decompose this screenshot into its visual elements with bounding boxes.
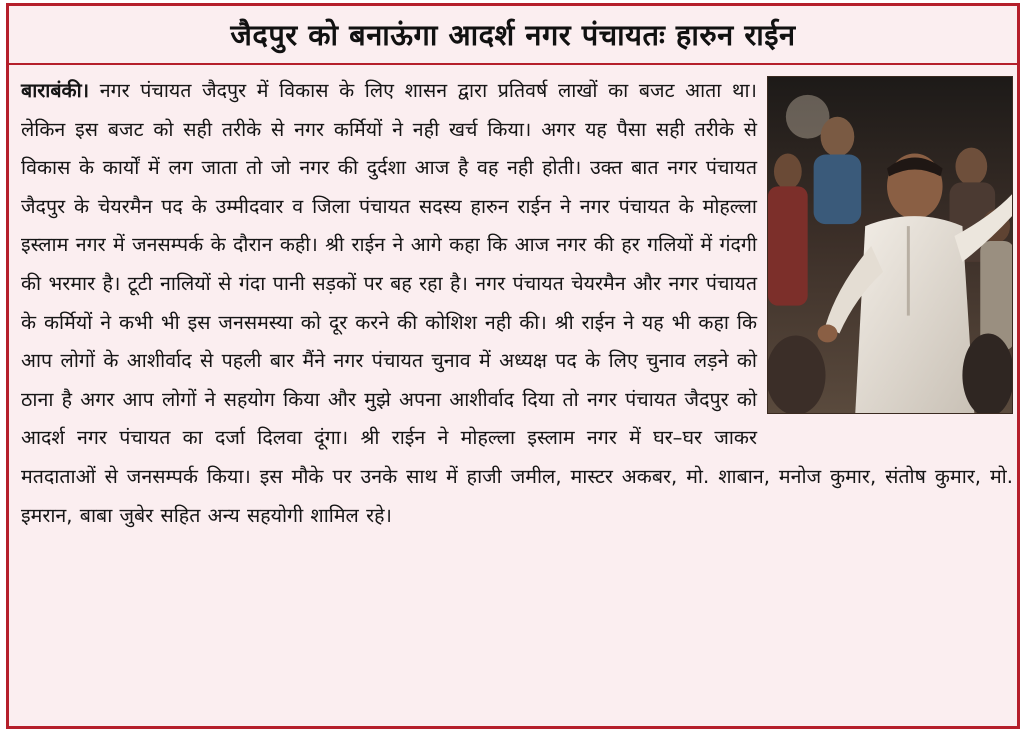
article-photo bbox=[767, 76, 1013, 414]
headline-rule bbox=[9, 63, 1017, 65]
article-text: नगर पंचायत जैदपुर में विकास के लिए शासन द्वारा प्रतिवर्ष लाखों का बजट आता था। लेकिन इस बजट को सही तरीके से नगर कर्मियों ने नही खर्च किया। अगर यह पैसा सही तरीके से विकास के कार्यों में लग जाता तो जो नगर की दुर्दशा आज है वह नही होती। उक्त बात नगर पंचायत जैदपुर के चेयरमैन पद के उम्मीदवार व जिला पंचायत सदस्य हारुन राईन ने नगर पंचायत के मोहल्ला इस्लाम नगर में जनसम्पर्क के दौरान कही। श्री राईन ने आगे कहा कि आज नगर की हर गलियों में गंदगी की भरमार है। टूटी नालियों से गंदा पानी सड़कों पर बह रहा है। नगर पंचायत चेयरमैन और नगर पंचायत के कर्मियों ने कभी भी इस जनसमस्या को दूर करने की कोशिश नही की। श्री राईन ने यह भी कहा कि आप लोगों के आशीर्वाद से पहली बार मैंने नगर पंचायत चुनाव में अध्यक्ष पद के लिए चुनाव लड़ने को ठाना है अगर आप लोगों ने सहयोग किया और मुझे अपना आशीर्वाद दिया तो नगर पंचायत जैदपुर को आदर्श नगर पंचायत का दर्जा दिलवा दूंगा। श्री राईन ने मोहल्ला इस्लाम नगर में घर–घर जाकर मतदाताओं से जनसम्पर्क किया। इस मौके पर उनके साथ में हाजी जमील, मास्टर अकबर, मो. शाबान, मनोज कुमार, संतोष कुमार, मो. इमरान, बाबा जुबेर सहित अन्य सहयोगी शामिल रहे। bbox=[21, 79, 1013, 527]
news-clipping bbox=[6, 3, 1020, 729]
headline: जैदपुर को बनाऊंगा आदर्श नगर पंचायतः हारुन राईन bbox=[230, 18, 796, 52]
article-body bbox=[21, 72, 1013, 535]
dateline: बाराबंकी। bbox=[21, 79, 90, 102]
crowd-photo-image bbox=[768, 77, 1012, 413]
